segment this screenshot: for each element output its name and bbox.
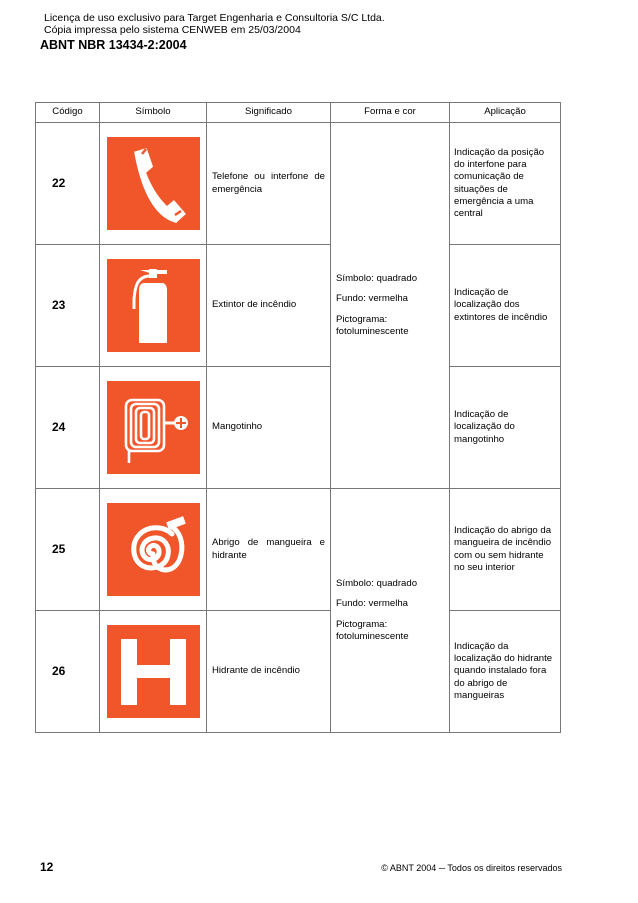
row-application: Indicação de localização dos extintores de incêndio — [450, 245, 561, 367]
header-simbolo: Símbolo — [100, 103, 207, 123]
row-application: Indicação de localização do mangotinho — [450, 367, 561, 489]
row-symbol — [100, 611, 207, 733]
license-line-2: Cópia impressa pelo sistema CENWEB em 25/03/2004 — [44, 24, 301, 36]
row-application: Indicação da localização do hidrante quando instalado fora do abrigo de mangueiras — [450, 611, 561, 733]
row-meaning: Abrigo de mangueira e hidrante — [207, 489, 331, 611]
telephone-icon — [107, 137, 200, 230]
row-code: 23 — [36, 245, 100, 367]
table-row — [36, 367, 561, 489]
page-number: 12 — [40, 860, 54, 874]
row-symbol — [100, 489, 207, 611]
row-meaning: Telefone ou interfone de emergência — [207, 123, 331, 245]
row-application: Indicação da posição do interfone para comunicação de situações de emergência a uma central — [450, 123, 561, 245]
table-header-row — [36, 103, 561, 123]
license-line-1: Licença de uso exclusivo para Target Engenharia e Consultoria S/C Ltda. — [44, 12, 385, 24]
row-meaning: Hidrante de incêndio — [207, 611, 331, 733]
forma-pictograma-value: fotoluminescente — [336, 630, 409, 642]
header-aplicacao: Aplicação — [450, 103, 561, 123]
forma-simbolo: Símbolo: quadrado — [336, 578, 418, 590]
forma-fundo: Fundo: vermelha — [336, 598, 408, 610]
safety-signs-table — [35, 102, 561, 733]
hose-cabinet-icon — [107, 503, 200, 596]
row-symbol — [100, 123, 207, 245]
forma-simbolo: Símbolo: quadrado — [336, 273, 418, 285]
table-row — [36, 245, 561, 367]
hose-reel-icon — [107, 381, 200, 474]
header-forma: Forma e cor — [331, 103, 450, 123]
standard-title: ABNT NBR 13434-2:2004 — [40, 38, 187, 52]
row-application: Indicação do abrigo da mangueira de incêndio com ou sem hidrante no seu interior — [450, 489, 561, 611]
row-meaning: Mangotinho — [207, 367, 331, 489]
row-code: 26 — [36, 611, 100, 733]
row-code: 24 — [36, 367, 100, 489]
table-row — [36, 489, 561, 611]
forma-pictograma-value: fotoluminescente — [336, 325, 409, 337]
row-code: 25 — [36, 489, 100, 611]
row-shape-color — [331, 489, 450, 733]
forma-pictograma-label: Pictograma: — [336, 618, 388, 630]
forma-pictograma-label: Pictograma: — [336, 313, 388, 325]
table-row — [36, 123, 561, 245]
forma-fundo: Fundo: vermelha — [336, 293, 408, 305]
hydrant-h-icon — [107, 625, 200, 718]
row-shape-color — [331, 123, 450, 489]
fire-extinguisher-icon — [107, 259, 200, 352]
row-meaning: Extintor de incêndio — [207, 245, 331, 367]
header-codigo: Código — [36, 103, 100, 123]
table-row — [36, 611, 561, 733]
row-symbol — [100, 245, 207, 367]
license-notice — [44, 12, 385, 36]
header-significado: Significado — [207, 103, 331, 123]
copyright-notice: © ABNT 2004 ─ Todos os direitos reservados — [381, 863, 562, 873]
row-code: 22 — [36, 123, 100, 245]
row-symbol — [100, 367, 207, 489]
